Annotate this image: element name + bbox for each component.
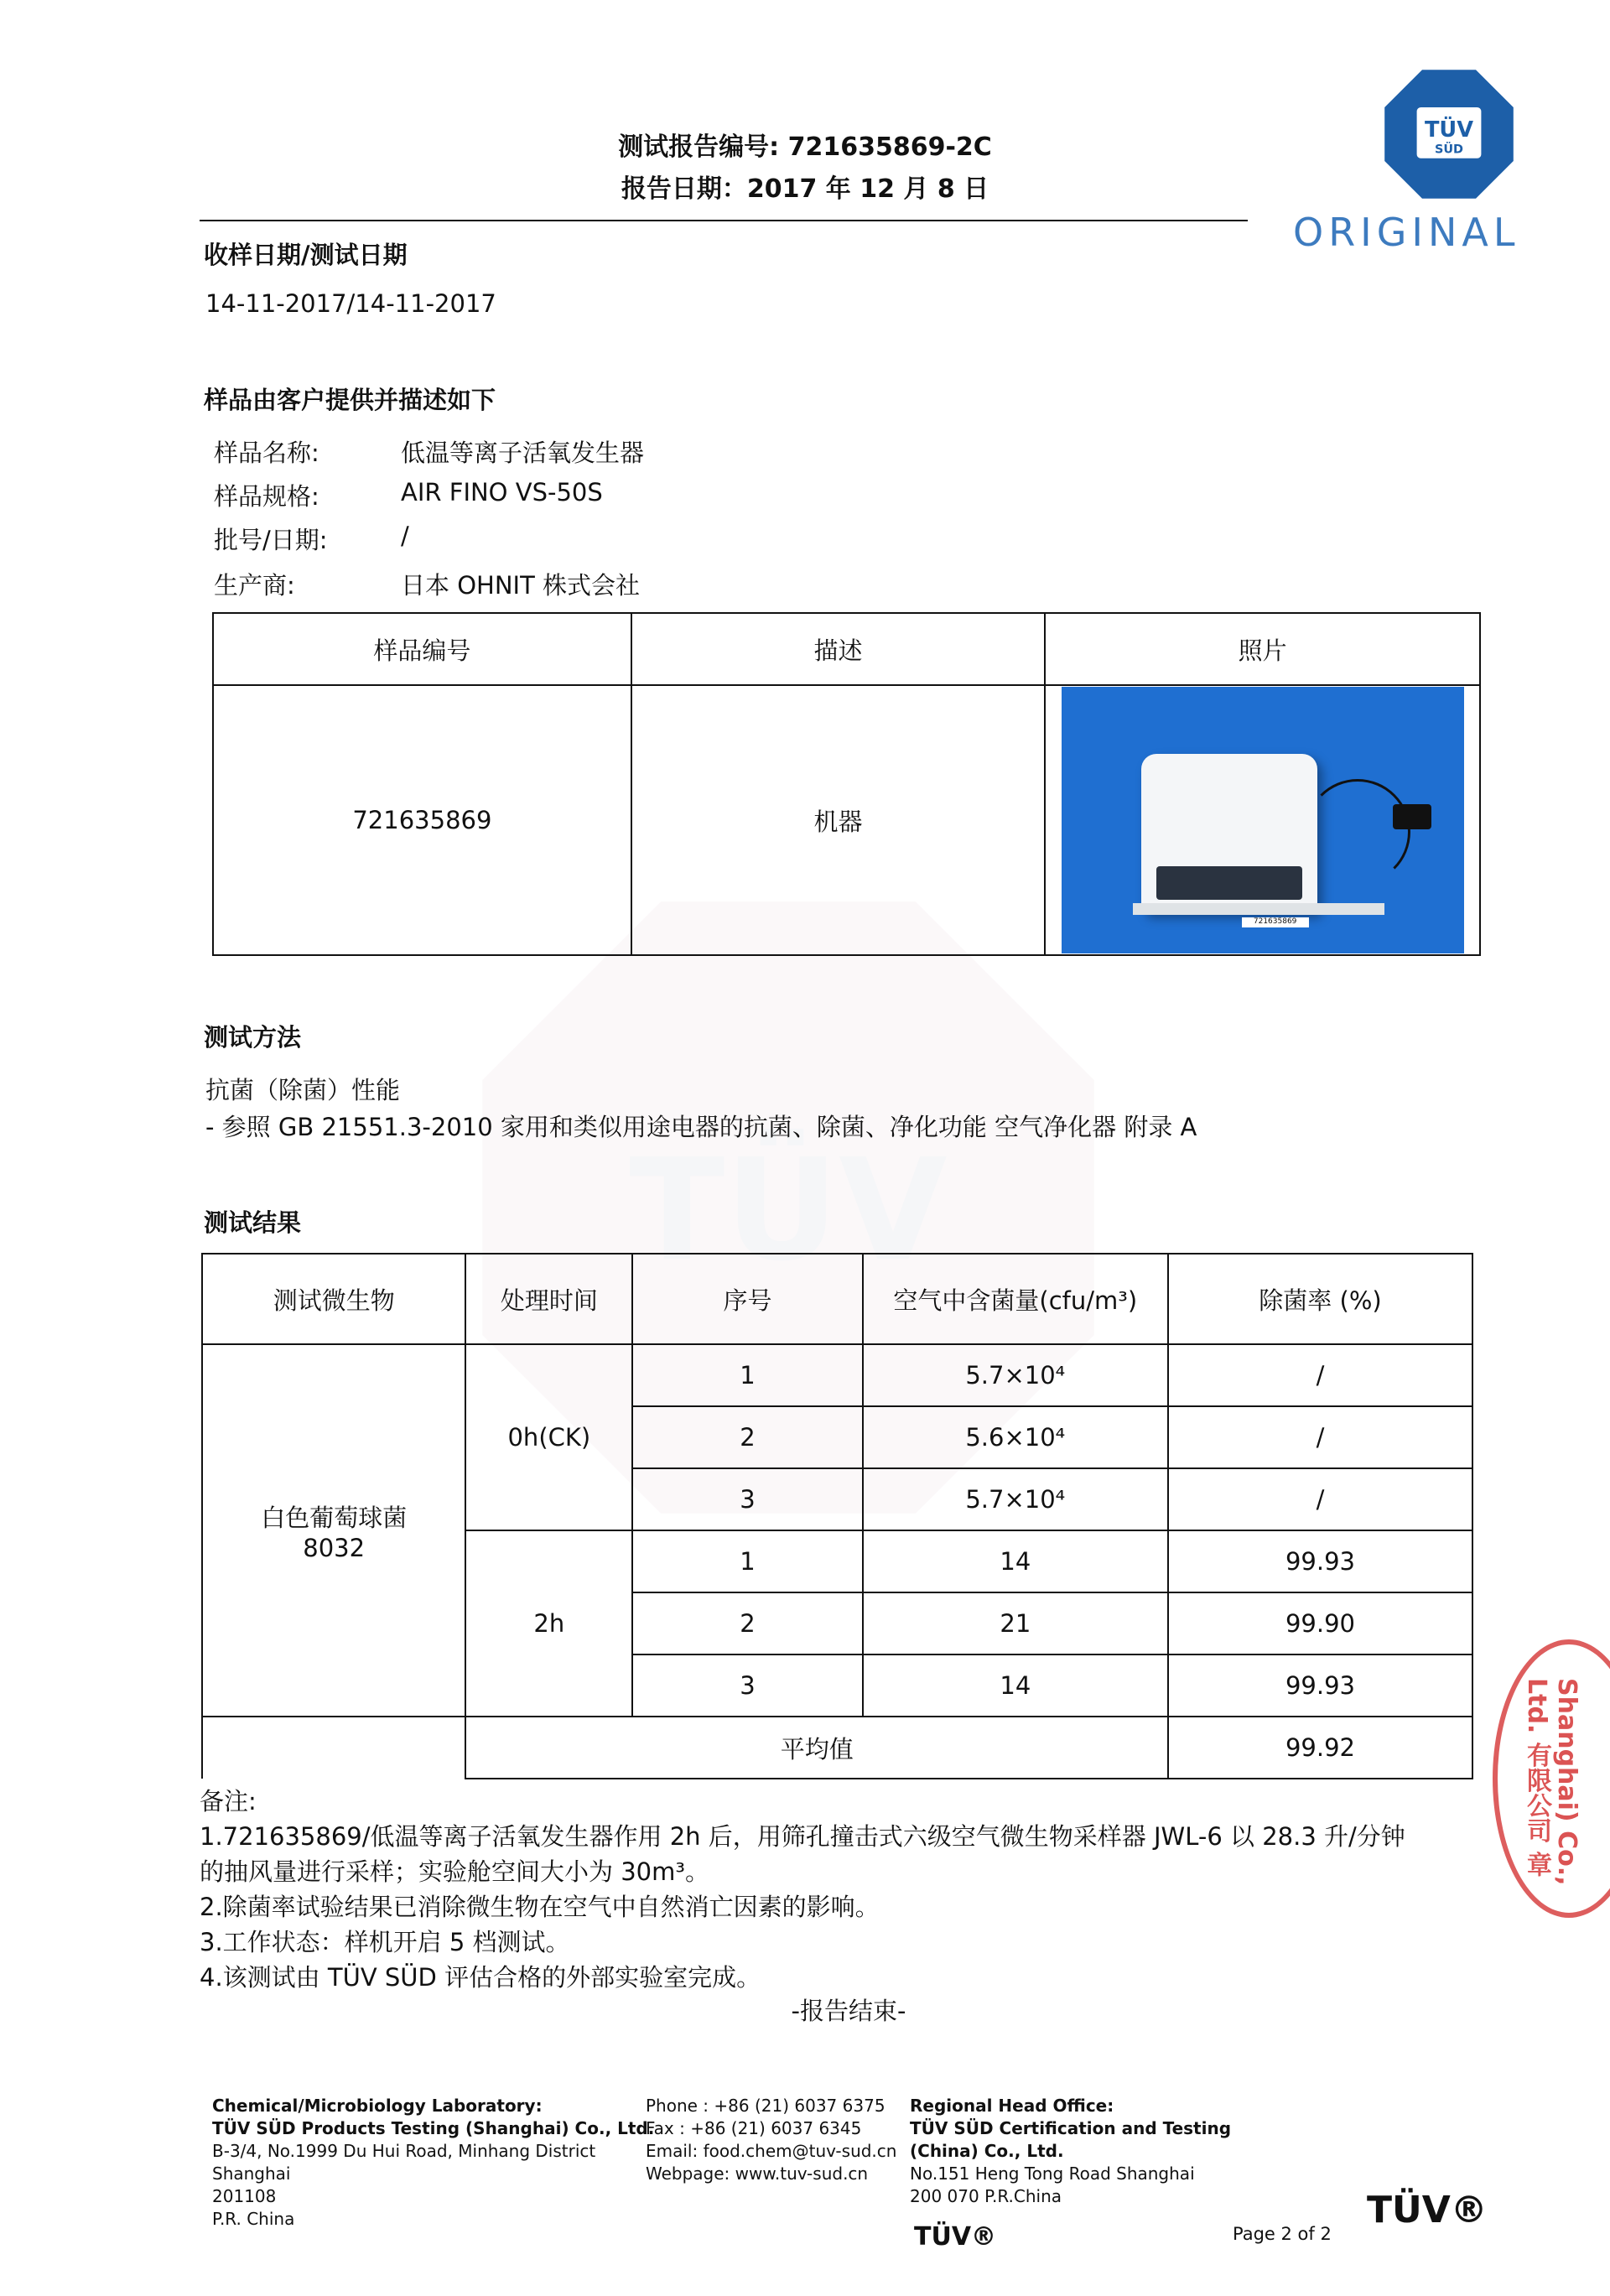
results-table [201,1253,1473,1779]
lab-address: B-3/4, No.1999 Du Hui Road, Minhang District [212,2141,596,2161]
report-date: 报告日期：2017 年 12 月 8 日 [621,174,989,204]
device-image [1141,754,1317,913]
note-2: 2.除菌率试验结果已消除微生物在空气中自然消亡因素的影响。 [200,1893,880,1921]
rate-cell: / [1168,1468,1472,1530]
seq-cell: 2 [632,1406,862,1468]
tuv-mark-large: TÜV® [1367,2189,1488,2231]
count-cell: 14 [863,1654,1168,1717]
office-address: 200 070 P.R.China [910,2186,1062,2206]
results-header: 空气中含菌量(cfu/m³) [863,1254,1168,1344]
sample-table-header: 描述 [631,613,1046,685]
sample-name-value: 低温等离子活氧发生器 [401,439,645,467]
lab-company: TÜV SÜD Products Testing (Shanghai) Co., Ltd. [212,2118,655,2138]
sample-table [212,612,1481,956]
results-header: 除菌率 (%) [1168,1254,1472,1344]
note-4: 4.该测试由 TÜV SÜD 评估合格的外部实验室完成。 [200,1963,761,1992]
svg-text:SÜD: SÜD [1435,143,1463,157]
count-cell: 5.7×10⁴ [863,1344,1168,1406]
average-value: 99.92 [1168,1717,1472,1779]
results-heading: 测试结果 [204,1208,302,1237]
footer-office [910,2095,1231,2208]
rate-cell: / [1168,1406,1472,1468]
rate-cell: 99.93 [1168,1654,1472,1717]
note-3: 3.工作状态：样机开启 5 档测试。 [200,1928,570,1956]
report-number: 测试报告编号: 721635869-2C [618,132,992,162]
tuv-mark-small: TÜV® [914,2222,997,2252]
office-address: No.151 Heng Tong Road Shanghai [910,2164,1195,2184]
sample-maker-value: 日本 OHNIT 株式会社 [401,571,641,600]
sample-spec-value: AIR FINO VS-50S [401,478,603,506]
method-line-2: - 参照 GB 21551.3-2010 家用和类似用途电器的抗菌、除菌、净化功能 空气净化器 附录 A [205,1113,1197,1141]
footer-contact [646,2095,896,2185]
dates-heading: 收样日期/测试日期 [204,241,408,269]
lab-address: 201108 [212,2186,277,2206]
dates-value: 14-11-2017/14-11-2017 [205,289,496,318]
method-line-1: 抗菌（除菌）性能 [205,1076,401,1104]
lab-address: P.R. China [212,2209,295,2229]
blank-cell [202,1717,465,1779]
count-cell: 5.6×10⁴ [863,1406,1168,1468]
office-title: Regional Head Office: [910,2096,1114,2116]
sample-batch-value: / [401,522,409,550]
svg-text:TÜV: TÜV [629,1129,948,1292]
rate-cell: 99.90 [1168,1592,1472,1654]
seq-cell: 1 [632,1344,862,1406]
sample-batch-label: 批号/日期: [214,526,328,554]
sample-maker-label: 生产商: [214,571,295,600]
original-mark: ORIGINAL [1293,210,1520,255]
note-1a: 1.721635869/低温等离子活氧发生器作用 2h 后，用筛孔撞击式六级空气微生物采样器 JWL-6 以 28.3 升/分钟 [200,1822,1405,1851]
lab-address: Shanghai [212,2164,291,2184]
seq-cell: 2 [632,1592,862,1654]
company-stamp [1493,1639,1610,1918]
organism-code: 8032 [303,1533,366,1562]
email: Email: food.chem@tuv-sud.cn [646,2141,897,2161]
count-cell: 14 [863,1530,1168,1592]
sample-description-cell: 机器 [631,685,1046,955]
time-cell: 0h(CK) [465,1344,632,1530]
seq-cell: 3 [632,1468,862,1530]
sample-table-header: 照片 [1045,613,1480,685]
rate-cell: / [1168,1344,1472,1406]
results-header: 测试微生物 [202,1254,465,1344]
sample-table-header: 样品编号 [213,613,631,685]
footer-lab [212,2095,654,2231]
header-divider [200,220,1248,221]
report-end: -报告结束- [791,1997,906,2025]
sample-spec-label: 样品规格: [214,482,319,511]
fax: Fax : +86 (21) 6037 6345 [646,2118,862,2138]
organism-cell [202,1344,465,1717]
count-cell: 21 [863,1592,1168,1654]
sample-number-cell: 721635869 [213,685,631,955]
results-header: 处理时间 [465,1254,632,1344]
results-header: 序号 [632,1254,862,1344]
average-label: 平均值 [465,1717,1168,1779]
sample-name-label: 样品名称: [214,439,319,467]
stamp-text: Shanghai) Co., Ltd. 有限公司 章 [1522,1678,1581,1886]
seq-cell: 1 [632,1530,862,1592]
svg-text:TÜV: TÜV [1424,117,1474,143]
organism-name: 白色葡萄球菌 [261,1503,408,1532]
lab-title: Chemical/Microbiology Laboratory: [212,2096,543,2116]
sample-heading: 样品由客户提供并描述如下 [204,386,496,414]
ruler [1133,903,1384,915]
method-heading: 测试方法 [204,1023,302,1052]
photo-label: 721635869 [1242,917,1309,927]
power-adapter [1393,804,1431,829]
webpage: Webpage: www.tuv-sud.cn [646,2164,869,2184]
note-1b: 的抽风量进行采样；实验舱空间大小为 30m³。 [200,1857,709,1886]
power-cable [1305,779,1410,885]
rate-cell: 99.93 [1168,1530,1472,1592]
time-cell: 2h [465,1530,632,1717]
phone: Phone : +86 (21) 6037 6375 [646,2096,886,2116]
sample-photo-cell [1045,685,1480,955]
office-company: (China) Co., Ltd. [910,2141,1064,2161]
notes-heading: 备注: [200,1787,257,1816]
sample-photo [1062,687,1464,953]
page-number: Page 2 of 2 [1233,2224,1332,2244]
office-company: TÜV SÜD Certification and Testing [910,2118,1232,2138]
seq-cell: 3 [632,1654,862,1717]
count-cell: 5.7×10⁴ [863,1468,1168,1530]
